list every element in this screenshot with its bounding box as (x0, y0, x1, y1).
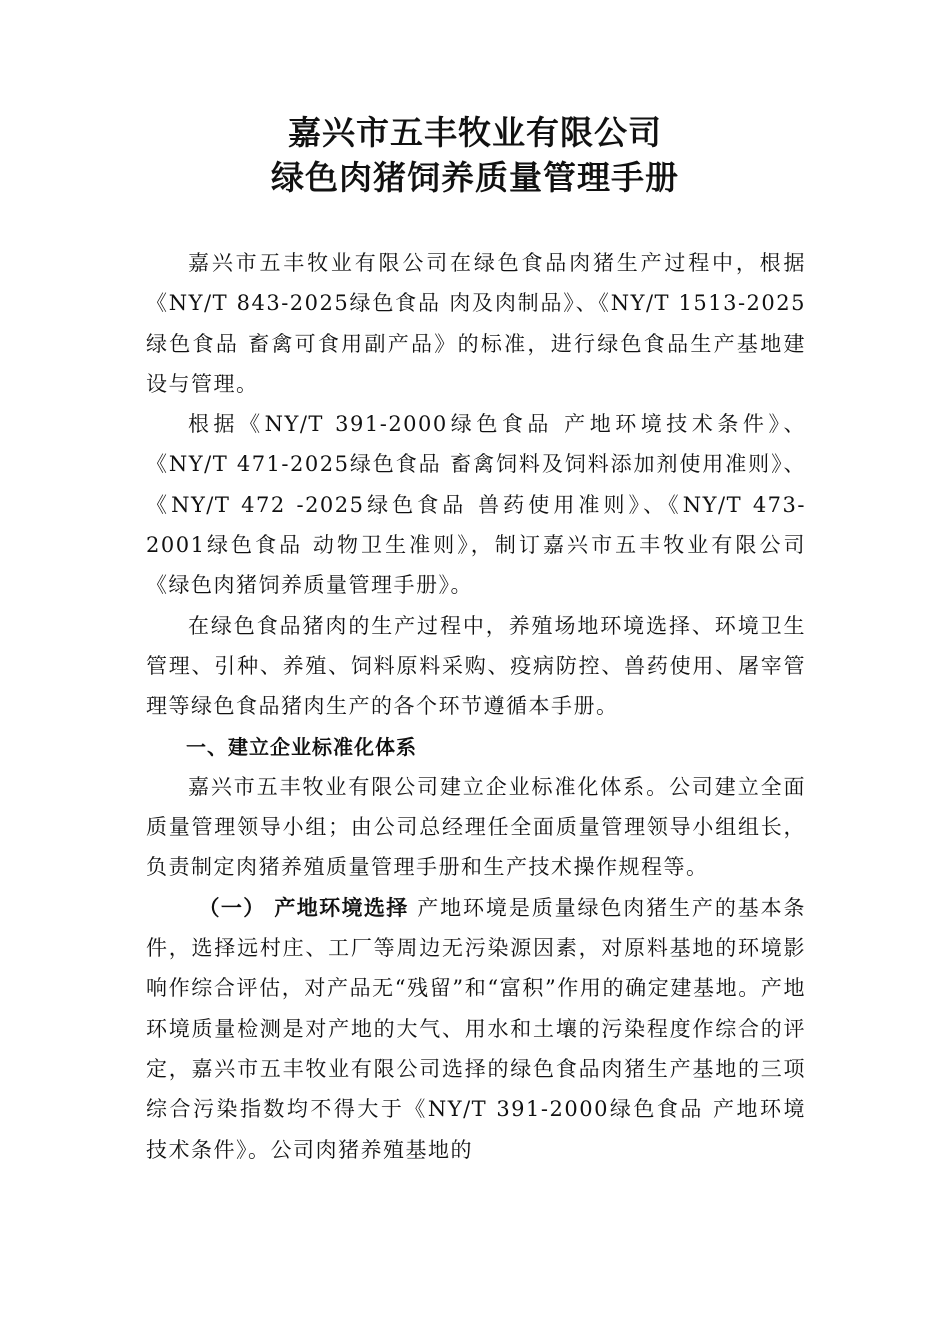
paragraph-site-selection-text: 产地环境是质量绿色肉猪生产的基本条件，选择远村庄、工厂等周边无污染源因素，对原料基地的环境影响作综合评估，对产品无“残留”和“富积”作用的确定建基地。产地环境质量检测是对产地的大气、用水和土壤的污染程度作综合的评定，嘉兴市五丰牧业有限公司选择的绿色食品肉猪生产基地的三项综合污染指数均不得大于《NY/T 391-2000绿色食品 产地环境技术条件》。公司肉猪养殖基地的 (146, 895, 806, 1162)
paragraph-intro: 嘉兴市五丰牧业有限公司在绿色食品肉猪生产过程中，根据《NY/T 843-2025绿色食品 肉及肉制品》、《NY/T 1513-2025 绿色食品 畜禽可食用副产品》的标准，进行绿色食品生产基地建设与管理。 (146, 251, 806, 396)
document-title-line2: 绿色肉猪饲养质量管理手册 (271, 158, 679, 197)
paragraph-scope: 在绿色食品猪肉的生产过程中，养殖场地环境选择、环境卫生管理、引种、养殖、饲料原料采购、疫病防控、兽药使用、屠宰管理等绿色食品猪肉生产的各个环节遵循本手册。 (146, 613, 806, 719)
document-body (146, 243, 806, 1170)
paragraph-site-selection (146, 888, 806, 1170)
subsection-heading-site-selection: （一） 产地环境选择 (198, 895, 409, 920)
section-heading-standardization: 一、建立企业标准化体系 (186, 734, 417, 759)
paragraph-standards: 根据《NY/T 391-2000绿色食品 产地环境技术条件》、《NY/T 471-2025绿色食品 畜禽饲料及饲料添加剂使用准则》、《NY/T 472 -2025绿色食品 兽药使用准则》、《NY/T 473-2001绿色食品 动物卫生准则》，制订嘉兴市五丰牧业有限公司《绿色肉猪饲养质量管理手册》。 (146, 412, 806, 598)
paragraph-standardization: 嘉兴市五丰牧业有限公司建立企业标准化体系。公司建立全面质量管理领导小组；由公司总经理任全面质量管理领导小组组长，负责制定肉猪养殖质量管理手册和生产技术操作规程等。 (146, 774, 806, 880)
document-title-line1: 嘉兴市五丰牧业有限公司 (288, 113, 662, 152)
